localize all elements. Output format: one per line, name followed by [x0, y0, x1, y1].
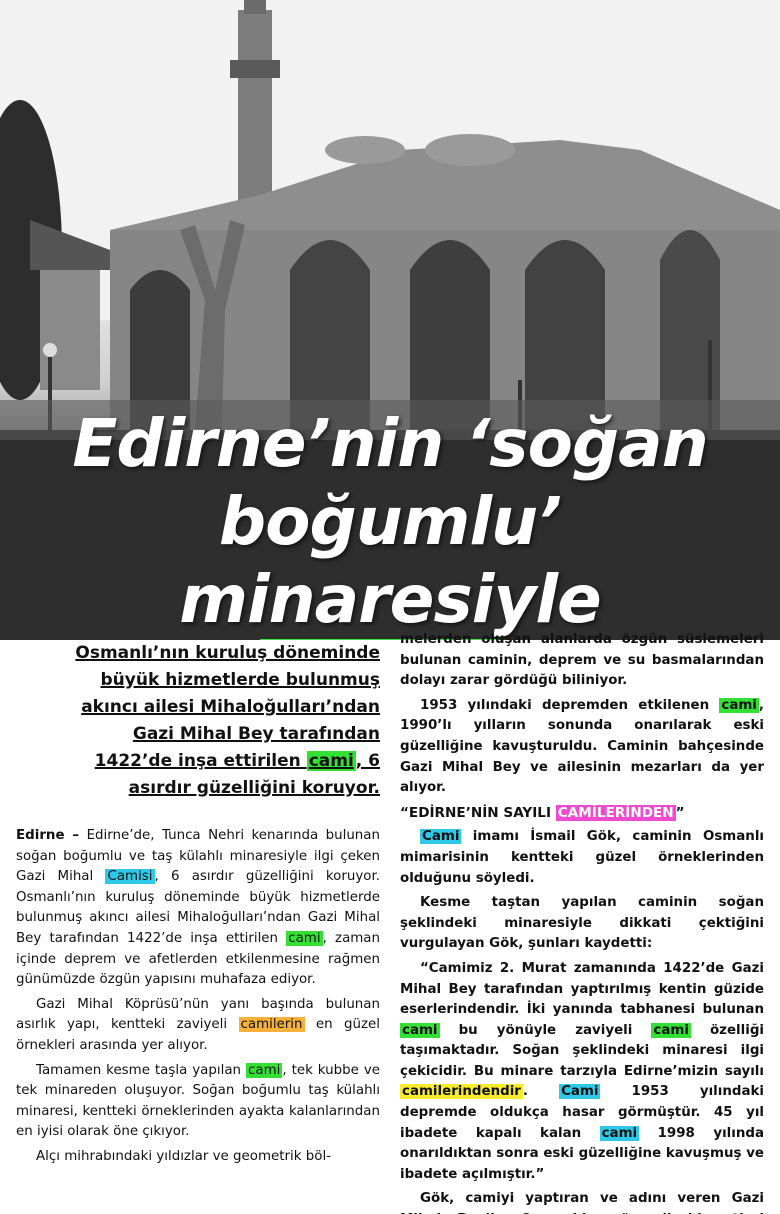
- headline-line-1: Edirne’nin ‘soğan: [72, 405, 708, 482]
- text-span: “EDİRNE’NİN SAYILI: [400, 804, 556, 821]
- highlight-pink: CAMİLERİNDEN: [557, 804, 674, 821]
- left-paragraph-4: Alçı mihrabındaki yıldızlar ve geometrik böl-: [36, 1148, 331, 1164]
- text-span: en güzel örnekleri arasında yer alıyor.: [16, 1017, 381, 1053]
- text-span: Gazi Mihal Köprüsü’nün yanı başında bulunan asırlık yapı, kentteki zaviyeli: [16, 996, 380, 1033]
- text-span: özelliği taşımaktadır. Soğan şeklindeki minaresi ilgi çekicidir. Bu minare tarzıyla Edirne’mizin sayılı: [400, 1022, 764, 1079]
- right-paragraph-2: [400, 696, 764, 799]
- lead-line-6: asırdır güzelliğini koruyor.: [128, 778, 380, 798]
- text-span: 1953 yılındaki depremde oldukça hasar görmüştür. 45 yıl ibadete kapalı kalan: [400, 1084, 765, 1141]
- lead-line-4: Gazi Mihal Bey tarafından: [132, 724, 380, 744]
- text-span: , 1990’lı yılların sonunda onarılarak eski güzelliğine kavuşturuldu. Caminin bahçesinde Gazi Mihal Bey ve ailesinin mezarları da yer alıyor.: [400, 697, 764, 796]
- lead-line-5: [95, 751, 380, 771]
- left-paragraph-1: [16, 826, 380, 991]
- text-span: 1998 yılında onarıldıktan sonra eski güzelliğine kavuşmuş ve ibadete açılmıştır.”: [400, 1125, 764, 1182]
- text-span: Edirne’de, Tunca Nehri kenarında bulunan soğan boğumlu ve taş külahlı minaresiyle ilgi çeken Gazi Mihal: [16, 828, 380, 885]
- headline-line-2: boğumlu’ minaresiyle: [179, 483, 601, 638]
- highlight-cyan: cami: [601, 1125, 638, 1141]
- headline: [0, 405, 780, 640]
- text-span: “Camimiz 2. Murat zamanında 1422’de Gazi Mihal Bey tarafından yaptırılmış kentin güzide eserlerindendir. İki yanında tabhanesi bulunan: [400, 960, 764, 1018]
- right-paragraph-3: [400, 827, 764, 889]
- dateline: Edirne –: [16, 828, 80, 843]
- highlight-yellow: camilerindendir: [402, 1084, 521, 1100]
- text-span: Tamamen kesme taşla yapılan: [36, 1062, 246, 1078]
- text-span: bu yönüyle zaviyeli: [439, 1022, 652, 1038]
- highlight-green: cami: [402, 1022, 438, 1038]
- left-paragraph-3: [16, 1061, 380, 1143]
- lead-highlight: cami: [308, 751, 354, 771]
- text-span: imamı İsmail Gök, caminin Osmanlı mimarisinin kentteki güzel örneklerinden olduğunu söyledi.: [400, 829, 764, 886]
- left-paragraph-2: [16, 995, 380, 1057]
- highlight-green: cami: [248, 1062, 281, 1078]
- lead-line-1: Osmanlı’nın kuruluş döneminde: [75, 643, 380, 663]
- lead-line-3: akıncı ailesi Mihaloğulları’ndan: [81, 697, 380, 717]
- lead-line-2: büyük hizmetlerde bulunmuş: [100, 670, 380, 690]
- highlight-green: cami: [653, 1022, 689, 1038]
- text-span: .: [522, 1084, 560, 1100]
- text-span: , tek kubbe ve tek minareden oluşuyor. Soğan boğumlu taş külahlı minaresi, kentteki örneklerinden ayakta kalanlarından en iyisi olarak öne çıkıyor.: [16, 1062, 381, 1140]
- highlight-cyan: Camisi: [107, 869, 153, 885]
- right-column: [400, 630, 764, 1214]
- right-paragraph-6: Gök, camiyi yaptıran ve adını veren Gazi: [420, 1191, 764, 1207]
- lead-line-5-end: , 6: [355, 751, 380, 771]
- highlight-green: cami: [288, 930, 321, 946]
- text-span: 1953 yılındaki depremden etkilenen: [420, 697, 720, 713]
- highlight-cyan: Cami: [422, 829, 460, 845]
- text-span: , zaman içinde deprem ve afetlerden etkilenmesine rağmen günümüzde özgün yapısını muhafaza ediyor.: [16, 930, 381, 988]
- lead-paragraph: [16, 640, 380, 802]
- text-span: ”: [675, 804, 685, 821]
- highlight-orange: camilerin: [240, 1017, 303, 1033]
- text-span: , 6 asırdır güzelliğini koruyor. Osmanlı’nın kuruluş döneminde büyük hizmetlerde bulunmuş akıncı ailesi Mihaloğulları’ndan Gazi Mihal Bey tarafından 1422’de inşa ettirilen: [16, 869, 381, 946]
- lead-line-5-start: 1422’de inşa ettirilen: [94, 751, 307, 771]
- highlight-green: cami: [721, 697, 757, 713]
- left-column: [16, 640, 380, 1172]
- right-paragraph-5: [400, 959, 764, 1186]
- left-body: [16, 826, 380, 1168]
- right-paragraph-1: melerden oluşan alanlarda özgün süslemeleri bulunan caminin, deprem ve su basmalarından dolayı zarar gördüğü biliniyor.: [400, 632, 764, 689]
- right-paragraph-4: Kesme taştan yapılan caminin soğan şeklindeki minaresiyle dikkati çektiğini vurgulayan Gök, şunları kaydetti:: [400, 895, 764, 952]
- subheading: [400, 803, 764, 824]
- highlight-cyan: Cami: [561, 1084, 599, 1100]
